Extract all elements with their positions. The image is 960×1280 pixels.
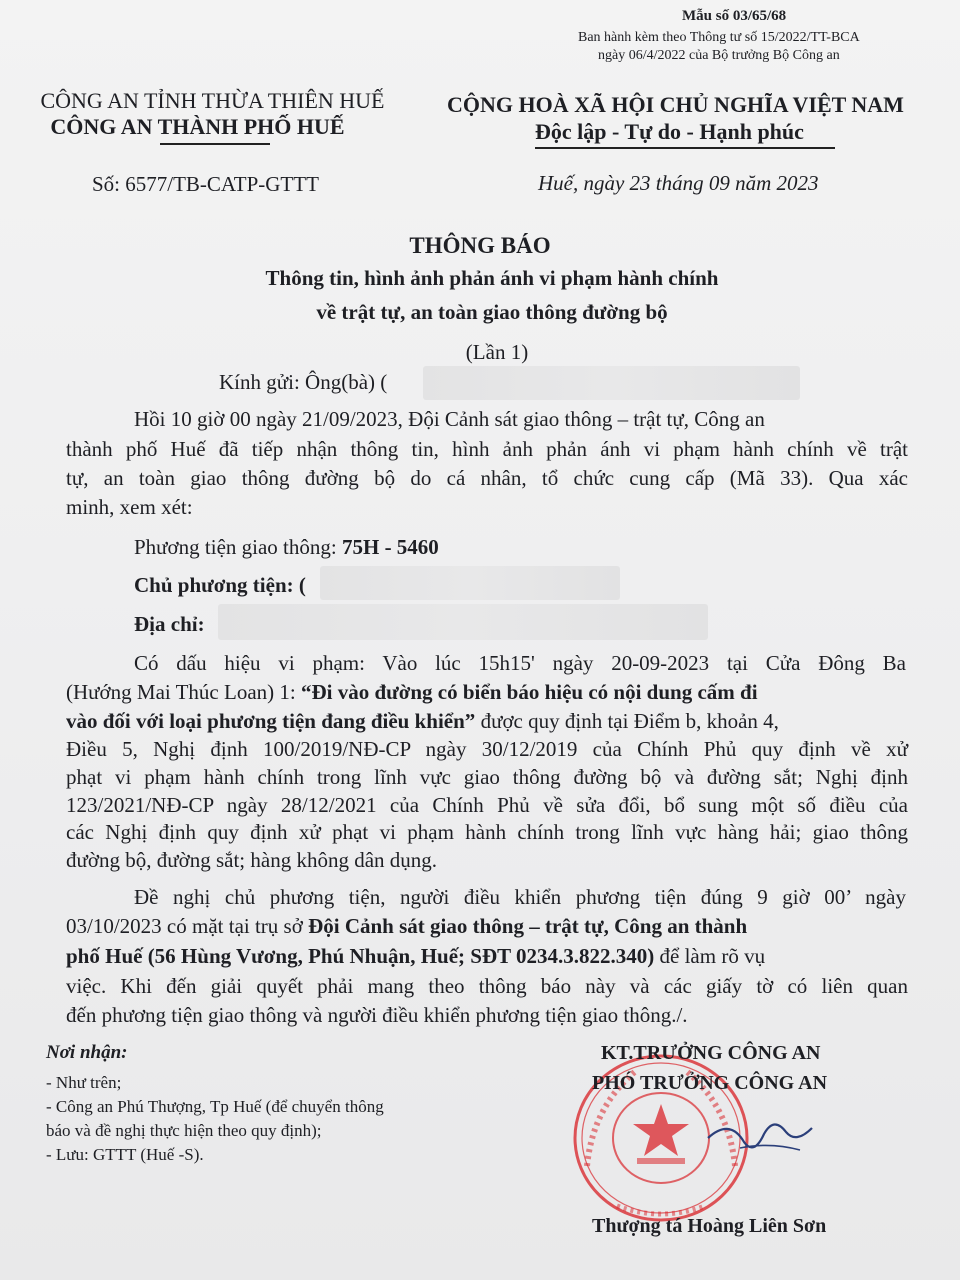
request-line-4: việc. Khi đến giải quyết phải mang theo thông báo này và các giấy tờ có liên quan (66, 974, 908, 998)
agency-underline (160, 143, 270, 145)
request-line-1: Đề nghị chủ phương tiện, người điều khiển phương tiện đúng 9 giờ 00’ ngày (134, 885, 906, 909)
intro-line-3: tự, an toàn giao thông đường bộ do cá nhân, tổ chức cung cấp (Mã 33). Qua xác (66, 466, 908, 490)
violation-line-4: Điều 5, Nghị định 100/2019/NĐ-CP ngày 30/12/2019 của Chính Phủ quy định về xử (66, 737, 908, 761)
violation-line-6: 123/2021/NĐ-CP ngày 28/12/2021 của Chính Phủ về sửa đổi, bổ sung một số điều của (66, 793, 908, 817)
vehicle-line (134, 535, 439, 560)
request-line-5: đến phương tiện giao thông và người điều khiển phương tiện giao thông./. (66, 1003, 688, 1027)
national-motto: Độc lập - Tự do - Hạnh phúc (535, 119, 804, 144)
form-number: Mẫu số 03/65/68 (682, 8, 787, 24)
request-line-3 (66, 944, 765, 969)
document-number: Số: 6577/TB-CATP-GTTT (92, 172, 319, 196)
recipient-item-1: - Như trên; (46, 1073, 122, 1092)
violation-location: (Hướng Mai Thúc Loan) 1: (66, 680, 301, 704)
form-issued-line-1: Ban hành kèm theo Thông tư số 15/2022/TT-BCA (578, 30, 860, 45)
intro-line-2: thành phố Huế đã tiếp nhận thông tin, hình ảnh phản ánh vi phạm hành chính về trật (66, 437, 908, 461)
document-title: THÔNG BÁO (409, 233, 551, 258)
motto-underline (535, 147, 835, 149)
violation-desc-part-2: vào đối với loại phương tiện đang điều khiển” (66, 709, 476, 733)
recipient-label: Kính gửi: Ông(bà) ( (219, 370, 388, 394)
violation-regulation: được quy định tại Điểm b, khoản 4, (475, 709, 779, 733)
document-subtitle-2: về trật tự, an toàn giao thông đường bộ (316, 300, 668, 324)
handwritten-signature (700, 1098, 820, 1168)
license-plate: 75H - 5460 (341, 535, 439, 559)
violation-line-3 (66, 709, 779, 734)
signatory-title-1: KT.TRƯỞNG CÔNG AN (601, 1042, 821, 1064)
nation-heading: CỘNG HOÀ XÃ HỘI CHỦ NGHĨA VIỆT NAM (447, 92, 904, 117)
recipient-item-3: - Lưu: GTTT (Huế -S). (46, 1145, 204, 1164)
request-date: 03/10/2023 có mặt tại trụ sở (66, 914, 309, 938)
document-subtitle-1: Thông tin, hình ảnh phản ánh vi phạm hành chính (265, 266, 719, 290)
agency-name: CÔNG AN THÀNH PHỐ HUẾ (50, 114, 345, 139)
request-office-part-2: phố Huế (56 Hùng Vương, Phú Nhuận, Huế; SĐT 0234.3.822.340) (66, 944, 655, 968)
request-office-part-1: Đội Cảnh sát giao thông – trật tự, Công an thành (308, 914, 748, 938)
violation-desc-part-1: “Đi vào đường có biển báo hiệu có nội dung cấm đi (300, 680, 758, 704)
violation-line-2 (66, 680, 758, 705)
form-issued-line-2: ngày 06/4/2022 của Bộ trưởng Bộ Công an (598, 48, 840, 63)
redacted-address (218, 604, 708, 640)
issue-date: Huế, ngày 23 tháng 09 năm 2023 (538, 171, 819, 195)
recipient-item-2a: - Công an Phú Thượng, Tp Huế (để chuyển thông (46, 1097, 384, 1116)
attempt-number: (Lần 1) (465, 340, 529, 364)
signatory-name: Thượng tá Hoàng Liên Sơn (592, 1215, 827, 1237)
address-label: Địa chỉ: (134, 612, 205, 636)
violation-line-8: đường bộ, đường sắt; hàng không dân dụng. (66, 848, 438, 872)
request-line-2 (66, 914, 747, 939)
redacted-owner-name (320, 566, 620, 600)
recipient-item-2b: báo và đề nghị thực hiện theo quy định); (46, 1121, 322, 1140)
agency-parent: CÔNG AN TỈNH THỪA THIÊN HUẾ (40, 88, 385, 113)
intro-line-1: Hồi 10 giờ 00 ngày 21/09/2023, Đội Cảnh sát giao thông – trật tự, Công an (134, 407, 765, 431)
violation-line-5: phạt vi phạm hành chính trong lĩnh vực giao thông đường bộ và đường sắt; Nghị định (66, 765, 908, 789)
vehicle-label: Phương tiện giao thông: (134, 535, 342, 559)
recipients-heading: Nơi nhận: (46, 1042, 128, 1063)
signatory-title-2: PHÓ TRƯỞNG CÔNG AN (592, 1072, 828, 1094)
request-purpose: để làm rõ vụ (654, 944, 766, 968)
redacted-recipient-name (423, 366, 800, 400)
violation-line-1: Có dấu hiệu vi phạm: Vào lúc 15h15' ngày 20-09-2023 tại Cửa Đông Ba (134, 651, 906, 675)
owner-label: Chủ phương tiện: ( (134, 573, 306, 597)
violation-line-7: các Nghị định quy định xử phạt vi phạm hành chính trong lĩnh vực hàng hải; giao thông (66, 820, 908, 844)
intro-line-4: minh, xem xét: (66, 495, 193, 519)
